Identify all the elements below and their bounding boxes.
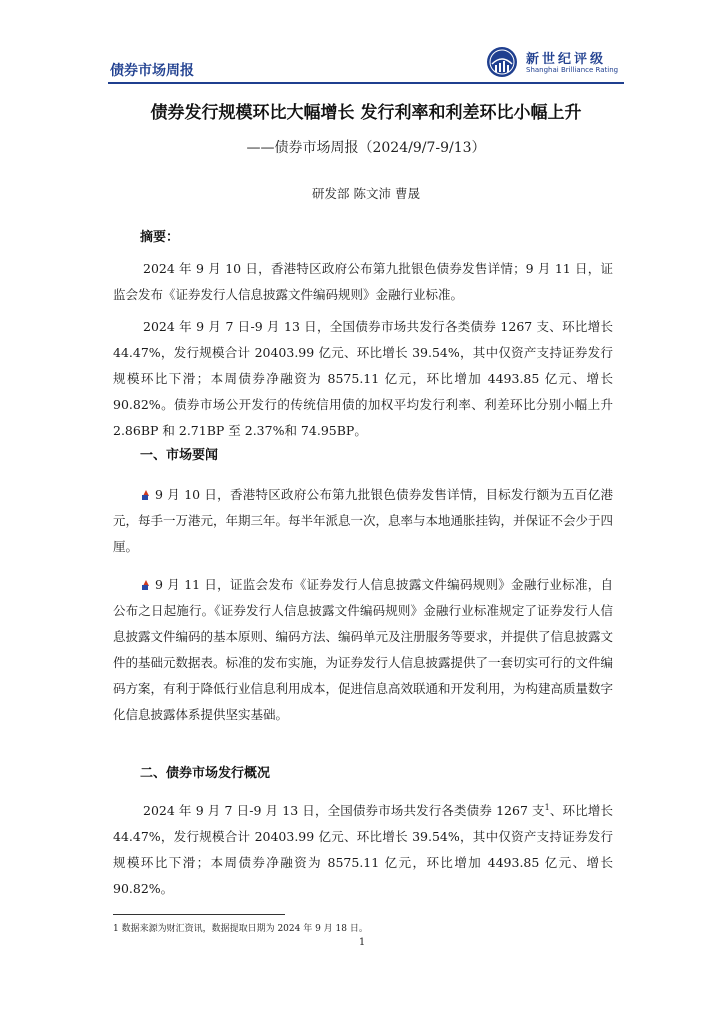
issuance-overview-paragraph	[113, 798, 613, 902]
bullet-icon	[141, 580, 149, 590]
report-series-title: 债券市场周报	[110, 63, 194, 79]
news-item	[113, 572, 613, 728]
news-item	[113, 482, 613, 560]
authors-line: 研发部 陈文沛 曹晟	[312, 186, 420, 201]
news-item-text: 9 月 10 日，香港特区政府公布第九批银色债券发售详情，目标发行额为五百亿港元，每手一万港元，年期三年。每半年派息一次，息率与本地通胀挂钩，并保证不会少于四厘。	[113, 487, 614, 554]
footnote-divider	[113, 914, 285, 915]
paragraph-text: 2024 年 9 月 7 日-9 月 13 日，全国债券市场共发行各类债券 1267 支	[143, 803, 545, 818]
abstract-heading: 摘要：	[140, 230, 180, 245]
logo-emblem-icon	[486, 46, 518, 78]
page-number: 1	[358, 937, 366, 948]
company-logo	[486, 46, 626, 80]
logo-english-name: Shanghai Brilliance Rating	[526, 66, 619, 74]
logo-chinese-name: 新世纪评级	[526, 52, 607, 67]
abstract-paragraph: 2024 年 9 月 10 日，香港特区政府公布第九批银色债券发售详情；9 月 11 日，证监会发布《证券发行人信息披露文件编码规则》金融行业标准。	[113, 261, 613, 302]
section-heading-market-news: 一、市场要闻	[140, 448, 219, 463]
bullet-icon	[141, 490, 149, 500]
news-item-text: 9 月 11 日，证监会发布《证券发行人信息披露文件编码规则》金融行业标准，自公布之日起施行。《证券发行人信息披露文件编码规则》金融行业标准规定了证券发行人信息披露文件编码的基本原则、编码方法、编码单元及注册服务等要求，并提供了信息披露文件的基础元数据表。标准的发布实施，为证券发行人信息披露提供了一套切实可行的文件编码方案，有利于降低行业信息利用成本，促进信息高效联通和开发利用，为构建高质量数字化信息披露体系提供坚实基础。	[113, 577, 614, 722]
footnote-reference: 1	[544, 802, 550, 812]
abstract-paragraph: 2024 年 9 月 7 日-9 月 13 日，全国债券市场共发行各类债券 1267 支、环比增长 44.47%，发行规模合计 20403.99 亿元、环比增长 39.54%，其中仅资产支持证券发行规模环比下滑；本周债券净融资为 8575.11 亿元，环比增加 4493.85 亿元、增长 90.82%。债券市场公开发行的传统信用债的加权平均发行利率、利差环比分别小幅上升 2.86BP 和 2.71BP 至 2.37%和 74.95BP。	[113, 319, 613, 438]
header-divider	[108, 82, 624, 84]
section-heading-issuance-overview: 二、债券市场发行概况	[140, 766, 271, 781]
document-title: 债券发行规模环比大幅增长 发行利率和利差环比小幅上升	[150, 103, 582, 123]
footnote: 1 数据来源为财汇资讯，数据提取日期为 2024 年 9 月 18 日。	[113, 924, 368, 934]
document-subtitle: ——债券市场周报（2024/9/7-9/13）	[246, 140, 486, 156]
paragraph-text: 、环比增长 44.47%，发行规模合计 20403.99 亿元、环比增长 39.54%，其中仅资产支持证券发行规模环比下滑；本周债券净融资为 8575.11 亿元，环比增加 4493.85 亿元、增长 90.82%。	[113, 803, 613, 896]
